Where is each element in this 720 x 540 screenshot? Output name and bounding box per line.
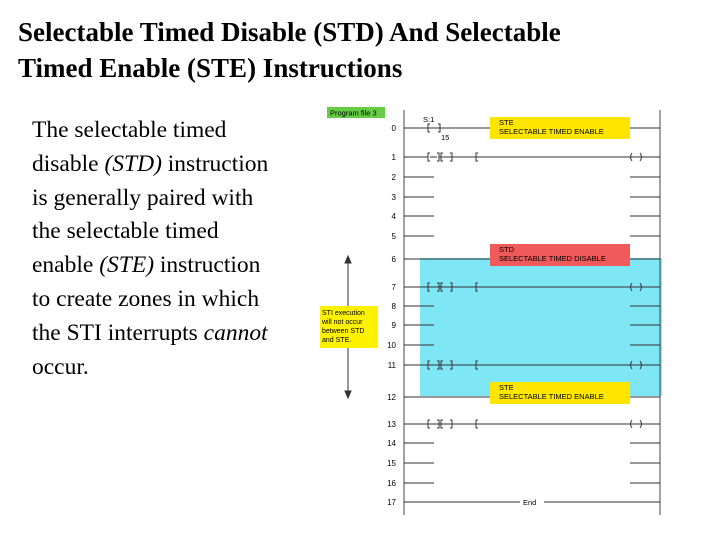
rung-number: 14	[387, 439, 396, 448]
rung-number: 13	[387, 420, 396, 429]
rung-number: 2	[391, 173, 396, 182]
body-part-4: occur.	[32, 353, 89, 380]
rung-number: 15	[387, 459, 396, 468]
rung-number: 16	[387, 479, 396, 488]
ladder-diagram	[310, 100, 670, 522]
address-label: S:1	[423, 115, 435, 124]
rung-number: 11	[387, 361, 396, 370]
std-mnemonic: STD	[499, 245, 514, 254]
program-file-label: Program file 3	[330, 108, 377, 118]
empty-rungs-lower	[404, 443, 660, 483]
cannot-emphasis: cannot	[203, 319, 268, 346]
ste-bottom-label: SELECTABLE TIMED ENABLE	[499, 392, 604, 401]
rung-number: 4	[391, 212, 396, 221]
annotation-line: will not occur	[322, 319, 363, 326]
ste-top-label: SELECTABLE TIMED ENABLE	[499, 127, 604, 136]
empty-rungs-upper	[404, 177, 660, 236]
std-label: SELECTABLE TIMED DISABLE	[499, 254, 606, 263]
ste-top-mnemonic: STE	[499, 118, 514, 127]
rung-number: 17	[387, 498, 396, 507]
rung-number: 3	[391, 193, 396, 202]
body-part-2: instruction is generally paired with the selectable timed enable	[32, 150, 269, 279]
rung-number: 6	[391, 255, 396, 264]
rung-number: 9	[391, 321, 396, 330]
slide-title	[18, 14, 708, 86]
ste-abbreviation: (STE)	[99, 252, 155, 279]
annotation-line: and STE.	[322, 337, 352, 344]
title-line-1: Selectable Timed Disable (STD) And Selectable	[18, 17, 561, 47]
rung-number: 10	[387, 341, 396, 350]
body-paragraph	[32, 114, 272, 384]
std-abbreviation: (STD)	[104, 150, 162, 177]
title-line-2: Timed Enable (STE) Instructions	[18, 53, 403, 83]
bit-label: 15	[441, 133, 450, 142]
rung-number: 0	[391, 124, 396, 133]
ste-bottom-mnemonic: STE	[499, 383, 514, 392]
rung-1	[404, 153, 660, 161]
no-interrupt-zone	[420, 258, 662, 396]
end-label: End	[523, 498, 537, 507]
rung-number: 5	[391, 232, 396, 241]
rung-number: 8	[391, 302, 396, 311]
body-part-3: instruction to create zones in which the STI interrupts	[32, 252, 261, 346]
rung-number: 7	[391, 283, 396, 292]
annotation-line: between STD	[322, 328, 365, 335]
annotation-line: STI execution	[322, 310, 365, 317]
rung-13	[404, 420, 660, 428]
rung-number: 12	[387, 393, 396, 402]
body-part-1: The selectable timed disable	[32, 117, 227, 177]
rung-number: 1	[391, 153, 396, 162]
